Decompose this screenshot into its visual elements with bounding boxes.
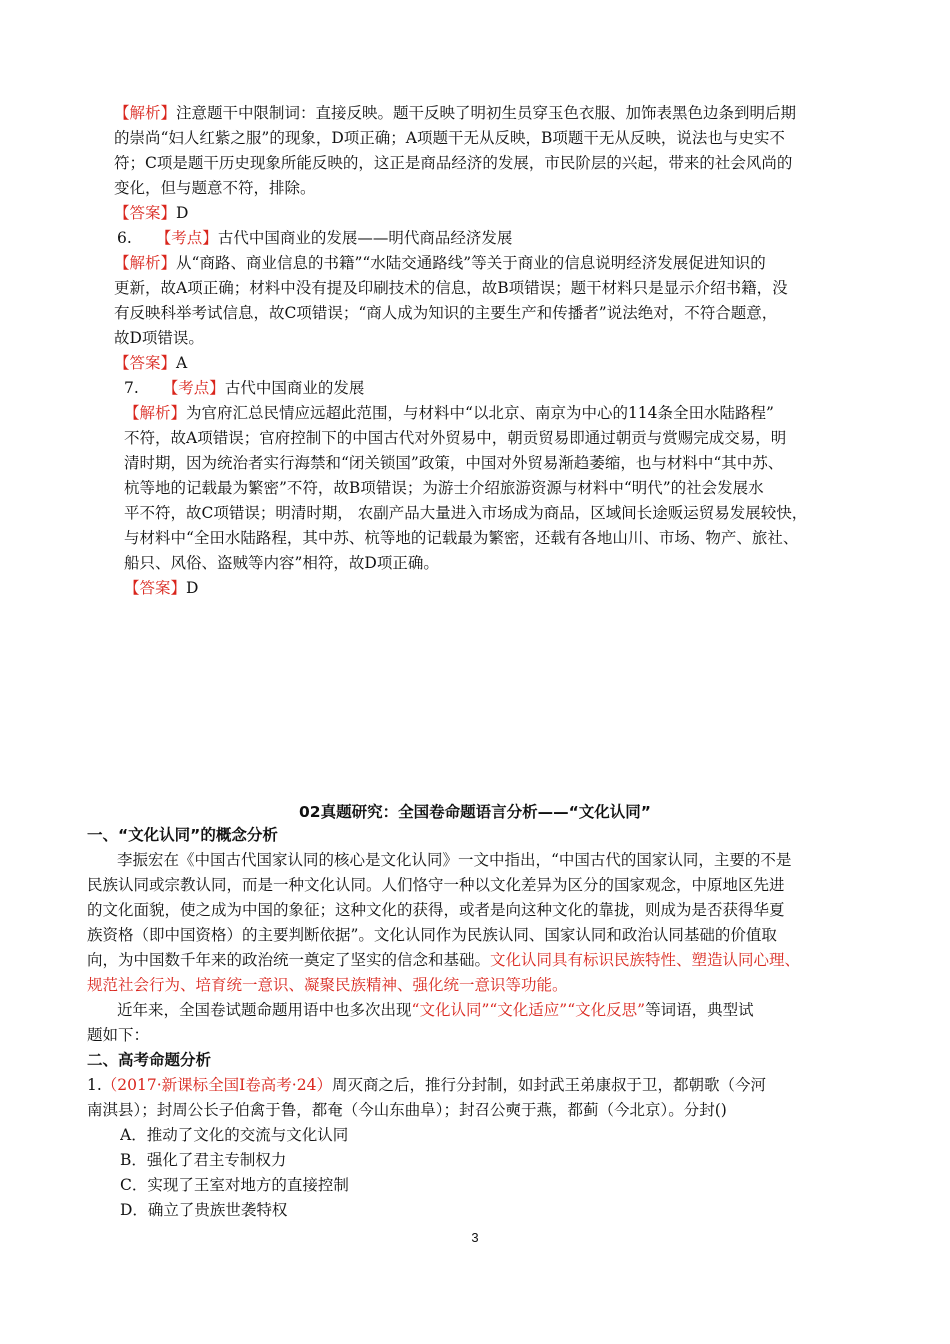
q7-analysis-line-7: 船只、风俗、盗贼等内容”相符，故D项正确。 <box>124 554 439 572</box>
answer-tag: 【答案】 <box>114 204 177 222</box>
exam-q1-line-1: 1.（2017·新课标全国Ⅰ卷高考·24）周灭商之后，推行分封制，如封武王弟康叔于卫，都朝歌（今河 <box>87 1076 766 1094</box>
q5-analysis-line-4: 变化，但与题意不符，排除。 <box>114 179 316 197</box>
analysis-tag: 【解析】 <box>124 404 187 422</box>
q7-analysis-line-4: 杭等地的记载最为繁密”不符，故B项错误；为游士介绍旅游资源与材料中“明代”的社会发展水 <box>124 479 764 497</box>
analysis-tag: 【解析】 <box>114 254 177 272</box>
q5-answer: 【答案】D <box>114 204 189 222</box>
exam-source: （2017·新课标全国Ⅰ卷高考·24） <box>101 1076 332 1094</box>
q6-analysis-line-2: 更新，故A项正确；材料中没有提及印刷技术的信息，故B项错误；题干材料只是显示介绍书籍，没 <box>114 279 788 297</box>
analysis-tag: 【解析】 <box>114 104 177 122</box>
point-tag: 【考点】 <box>155 229 218 247</box>
answer-tag: 【答案】 <box>114 354 177 372</box>
para1-line-5: 向，为中国数千年来的政治统一奠定了坚实的信念和基础。文化认同具有标识民族特性、塑造认同心理、 <box>87 951 801 969</box>
highlight-text: 文化认同具有标识民族特性、塑造认同心理、 <box>490 951 801 969</box>
para1-line-4: 族资格（即中国资格）的主要判断依据”。文化认同作为民族认同、国家认同和政治认同基础的价值取 <box>87 926 777 944</box>
q7-answer: 【答案】D <box>124 579 199 597</box>
section-heading-2: 二、高考命题分析 <box>87 1051 212 1069</box>
q6-analysis-line-3: 有反映科举考试信息，故C项错误；“商人成为知识的主要生产和传播者”说法绝对，不符合题意， <box>114 304 778 322</box>
q7-point: 7. 【考点】古代中国商业的发展 <box>124 379 365 397</box>
para1-line-3: 的文化面貌，使之成为中国的象征；这种文化的获得，或者是向这种文化的靠拢，则成为是否获得华夏 <box>87 901 785 919</box>
para1-line-1: 李振宏在《中国古代国家认同的核心是文化认同》一文中指出，“中国古代的国家认同，主要的不是 <box>117 851 792 869</box>
q6-point: 6. 【考点】古代中国商业的发展——明代商品经济发展 <box>117 229 513 247</box>
option-a: A．推动了文化的交流与文化认同 <box>120 1126 349 1144</box>
q7-analysis-line-1: 【解析】为官府汇总民情应远超此范围，与材料中“以北京、南京为中心的114条全田水陆路程” <box>124 404 774 422</box>
para2-line-1: 近年来，全国卷试题命题用语中也多次出现“文化认同”“文化适应”“文化反思”等词语，典型试 <box>117 1001 754 1019</box>
q7-analysis-line-6: 与材料中“全田水陆路程，其中苏、杭等地的记载最为繁密，还载有各地山川、市场、物产、旅社、 <box>124 529 799 547</box>
q5-analysis-line-2: 的崇尚“妇人红紫之服”的现象，D项正确；A项题干无从反映，B项题干无从反映，说法也与史实不 <box>114 129 785 147</box>
q6-analysis-line-1: 【解析】从“商路、商业信息的书籍”“水陆交通路线”等关于商业的信息说明经济发展促进知识的 <box>114 254 766 272</box>
point-tag: 【考点】 <box>162 379 225 397</box>
q7-analysis-line-2: 不符，故A项错误；官府控制下的中国古代对外贸易中，朝贡贸易即通过朝贡与赏赐完成交易，明 <box>124 429 787 447</box>
para2-line-2: 题如下： <box>87 1026 150 1044</box>
page-number: 3 <box>471 1230 479 1245</box>
option-c: C．实现了王室对地方的直接控制 <box>120 1176 349 1194</box>
q6-answer: 【答案】A <box>114 354 188 372</box>
q5-analysis-line-1: 【解析】注意题干中限制词：直接反映。题干反映了明初生员穿玉色衣服、加饰表黑色边条到明后期 <box>114 104 797 122</box>
q5-analysis-line-3: 符；C项是题干历史现象所能反映的，这正是商品经济的发展，市民阶层的兴起，带来的社会风尚的 <box>114 154 793 172</box>
q7-analysis-line-5: 平不符，故C项错误；明清时期， 农副产品大量进入市场成为商品，区域间长途贩运贸易发展较快， <box>124 504 808 522</box>
answer-tag: 【答案】 <box>124 579 187 597</box>
section-title: 02真题研究：全国卷命题语言分析——“文化认同” <box>299 803 651 821</box>
para1-line-2: 民族认同或宗教认同，而是一种文化认同。人们恪守一种以文化差异为区分的国家观念，中原地区先进 <box>87 876 785 894</box>
q7-analysis-line-3: 清时期，因为统治者实行海禁和“闭关锁国”政策，中国对外贸易渐趋萎缩，也与材料中“其中苏、 <box>124 454 784 472</box>
highlight-terms: “文化认同”“文化适应”“文化反思” <box>411 1001 646 1019</box>
option-b: B．强化了君主专制权力 <box>120 1151 287 1169</box>
exam-q1-line-2: 南淇县）；封周公长子伯禽于鲁，都奄（今山东曲阜）；封召公奭于燕，都蓟（今北京）。分封() <box>87 1101 727 1119</box>
para1-line-6: 规范社会行为、培育统一意识、凝聚民族精神、强化统一意识等功能。 <box>87 976 568 994</box>
q6-analysis-line-4: 故D项错误。 <box>114 329 204 347</box>
section-heading-1: 一、“文化认同”的概念分析 <box>87 826 278 844</box>
option-d: D．确立了贵族世袭特权 <box>120 1201 288 1219</box>
